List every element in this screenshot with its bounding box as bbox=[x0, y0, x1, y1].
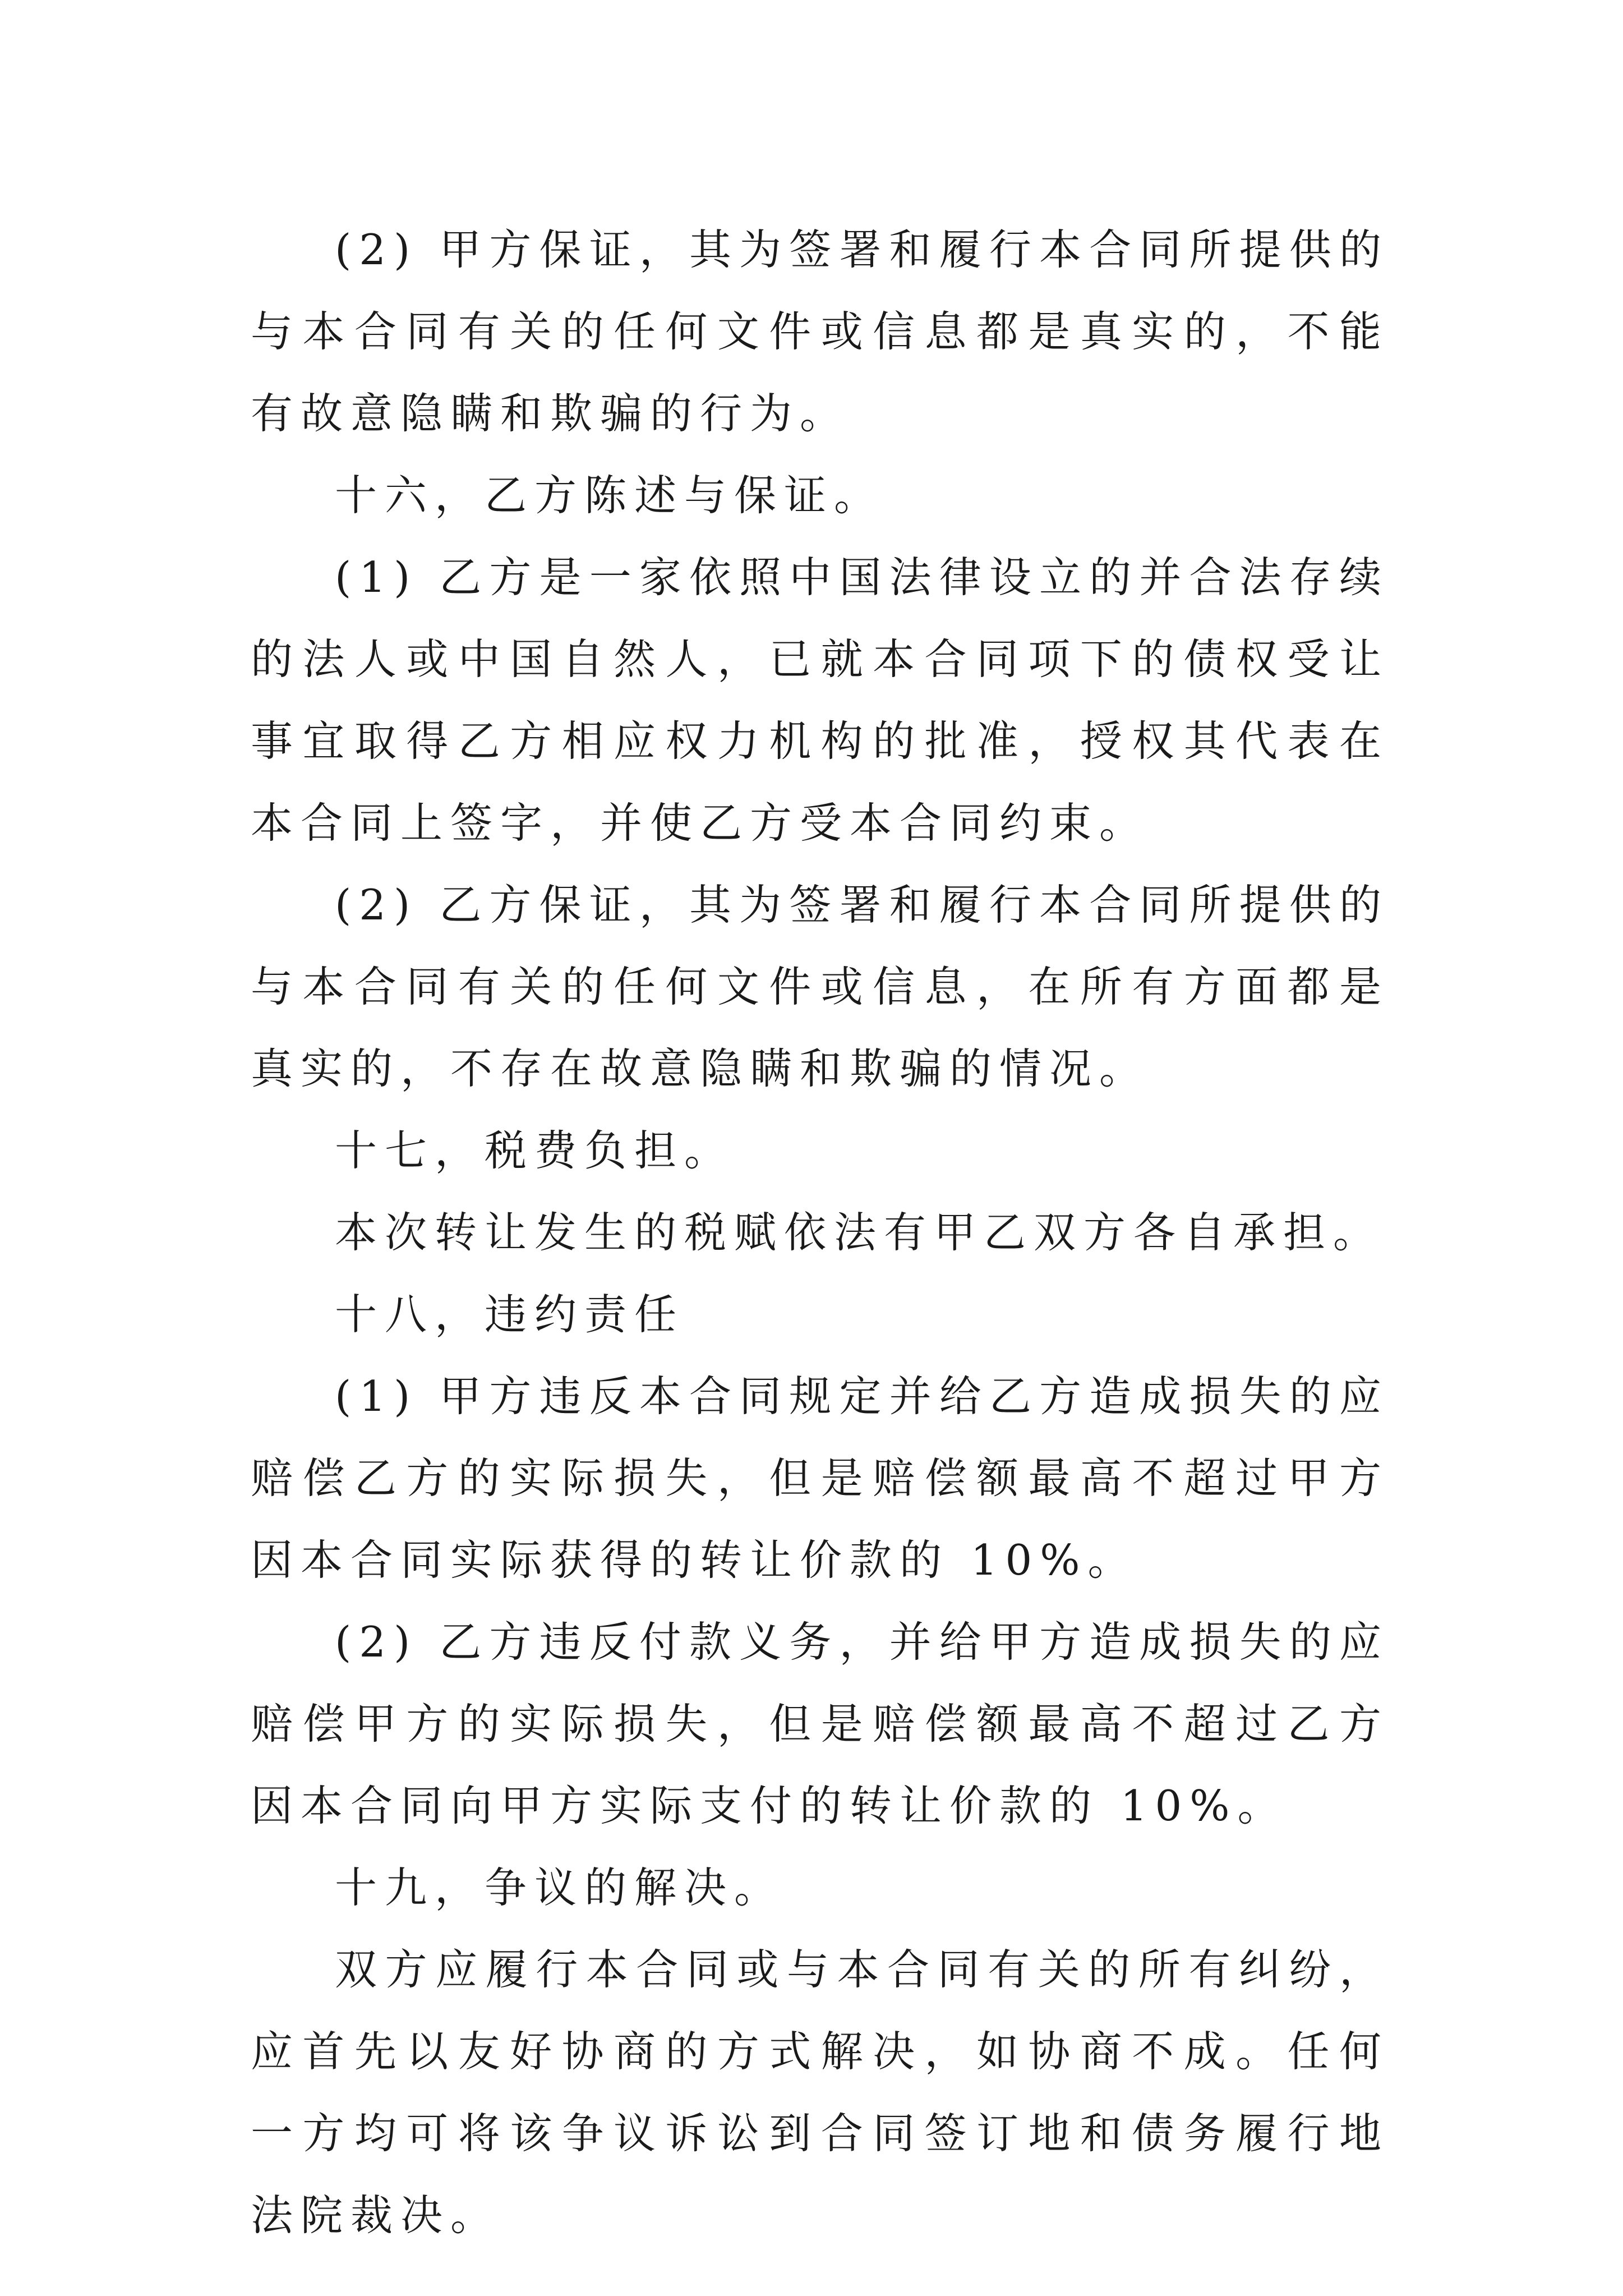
section-17-heading: 十七，税费负担。 bbox=[335, 1126, 735, 1175]
section-19-paragraph: 双方应履行本合同或与本合同有关的所有纠纷，应首先以友好协商的方式解决，如协商不成。任何一方均可将该争议诉讼到合同签订地和债务履行地法院裁决。 bbox=[251, 1945, 1389, 2240]
section-19-heading: 十九，争议的解决。 bbox=[335, 1863, 785, 1912]
section-18-heading: 十八，违约责任 bbox=[335, 1290, 685, 1339]
section-16-heading: 十六，乙方陈述与保证。 bbox=[335, 471, 884, 520]
clause-15-2-paragraph: (2) 甲方保证，其为签署和履行本合同所提供的与本合同有关的任何文件或信息都是真实的，不能有故意隐瞒和欺骗的行为。 bbox=[251, 225, 1389, 438]
document-body bbox=[251, 209, 1389, 2256]
clause-16-2-paragraph: (2) 乙方保证，其为签署和履行本合同所提供的与本合同有关的任何文件或信息，在所有方面都是真实的，不存在故意隐瞒和欺骗的情况。 bbox=[251, 880, 1389, 1093]
clause-16-1-paragraph: (1) 乙方是一家依照中国法律设立的并合法存续的法人或中国自然人，已就本合同项下的债权受让事宜取得乙方相应权力机构的批准，授权其代表在本合同上签字，并使乙方受本合同约束。 bbox=[251, 553, 1389, 848]
clause-18-1-paragraph: (1) 甲方违反本合同规定并给乙方造成损失的应赔偿乙方的实际损失，但是赔偿额最高不超过甲方因本合同实际获得的转让价款的 10%。 bbox=[251, 1372, 1389, 1585]
section-17-paragraph: 本次转让发生的税赋依法有甲乙双方各自承担。 bbox=[335, 1208, 1384, 1257]
clause-18-2-paragraph: (2) 乙方违反付款义务，并给甲方造成损失的应赔偿甲方的实际损失，但是赔偿额最高不超过乙方因本合同向甲方实际支付的转让价款的 10%。 bbox=[251, 1617, 1389, 1830]
